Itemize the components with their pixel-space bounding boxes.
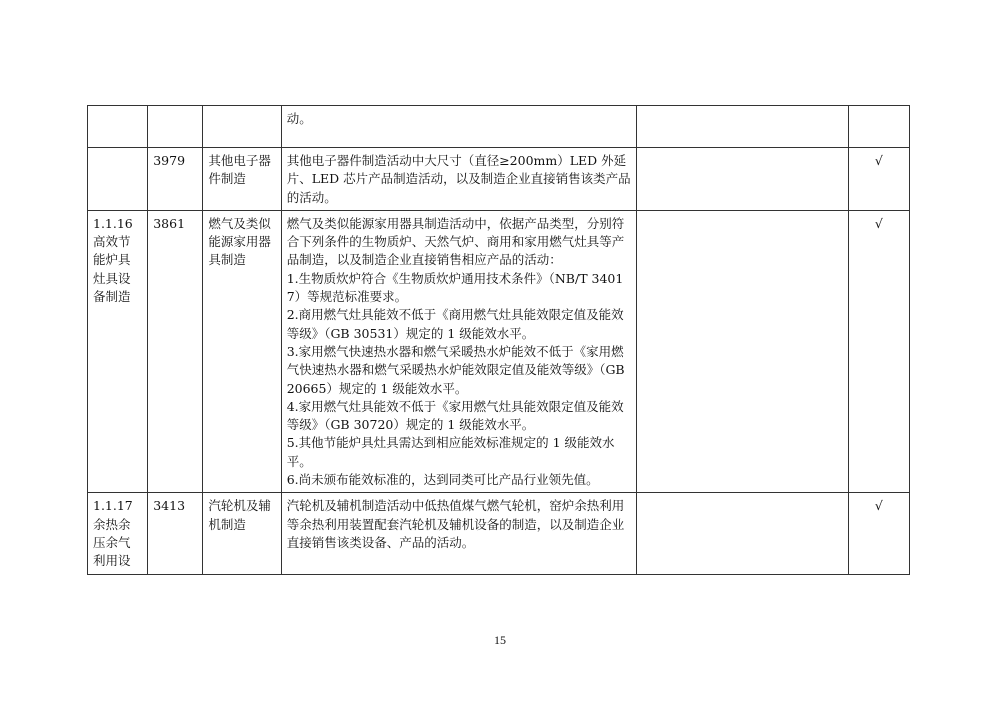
description-line: 1.生物质炊炉符合《生物质炊炉通用技术条件》（NB/T 34017）等规范标准要求。: [286, 270, 624, 305]
extra-cell: [636, 106, 848, 148]
check-cell: [848, 106, 909, 148]
extra-cell: [636, 493, 848, 574]
description-line: 6.尚未颁布能效标准的，达到同类可比产品行业领先值。: [286, 472, 599, 488]
name-cell: 燃气及类似能源家用器具制造: [203, 210, 281, 492]
description-line: 其他电子器件制造活动中大尺寸（直径≥200mm）LED 外延片、LED 芯片产品制造活动，以及制造企业直接销售该类产品的活动。: [286, 153, 631, 205]
extra-cell: [636, 210, 848, 492]
category-cell: 1.1.16 高效节能炉具灶具设备制造: [88, 210, 148, 492]
description-line: 汽轮机及辅机制造活动中低热值煤气燃气轮机，窑炉余热利用等余热利用装置配套汽轮机及辅机设备的制造，以及制造企业直接销售该类设备、产品的活动。: [286, 498, 625, 550]
description-cell: [281, 493, 636, 574]
description-line: 2.商用燃气灶具能效不低于《商用燃气灶具能效限定值及能效等级》（GB 30531）规定的 1 级能效水平。: [286, 307, 624, 341]
description-line: 动。: [286, 111, 312, 126]
code-cell: 3861: [148, 210, 203, 492]
description-line: 3.家用燃气快速热水器和燃气采暖热水炉能效不低于《家用燃气快速热水器和燃气采暖热水炉能效限定值及能效等级》（GB 20665）规定的 1 级能效水平。: [286, 343, 625, 396]
category-cell: 1.1.17 余热余压余气利用设: [88, 493, 148, 574]
industry-catalog-table: [87, 105, 910, 575]
code-cell: [148, 106, 203, 148]
check-mark: √: [848, 210, 909, 492]
category-cell: [88, 148, 148, 211]
category-cell: [88, 106, 148, 148]
check-mark: √: [848, 148, 909, 211]
page-number: 15: [494, 633, 506, 647]
name-cell: [203, 106, 281, 148]
description-cell: [281, 106, 636, 148]
description-line: 4.家用燃气灶具能效不低于《家用燃气灶具能效限定值及能效等级》（GB 30720）规定的 1 级能效水平。: [286, 398, 624, 433]
check-mark: √: [848, 493, 909, 574]
table-row: [88, 210, 910, 492]
name-cell: 汽轮机及辅机制造: [203, 493, 281, 574]
table-row: [88, 106, 910, 148]
description-line: 5.其他节能炉具灶具需达到相应能效标准规定的 1 级能效水平。: [286, 435, 615, 469]
code-cell: 3413: [148, 493, 203, 574]
code-cell: 3979: [148, 148, 203, 211]
description-line: 燃气及类似能源家用器具制造活动中，依据产品类型，分别符合下列条件的生物质炉、天然气炉、商用和家用燃气灶具等产品制造，以及制造企业直接销售相应产品的活动：: [286, 215, 625, 268]
description-cell: [281, 210, 636, 492]
table-row: [88, 148, 910, 211]
table-row: [88, 493, 910, 574]
description-cell: [281, 148, 636, 211]
name-cell: 其他电子器件制造: [203, 148, 281, 211]
extra-cell: [636, 148, 848, 211]
